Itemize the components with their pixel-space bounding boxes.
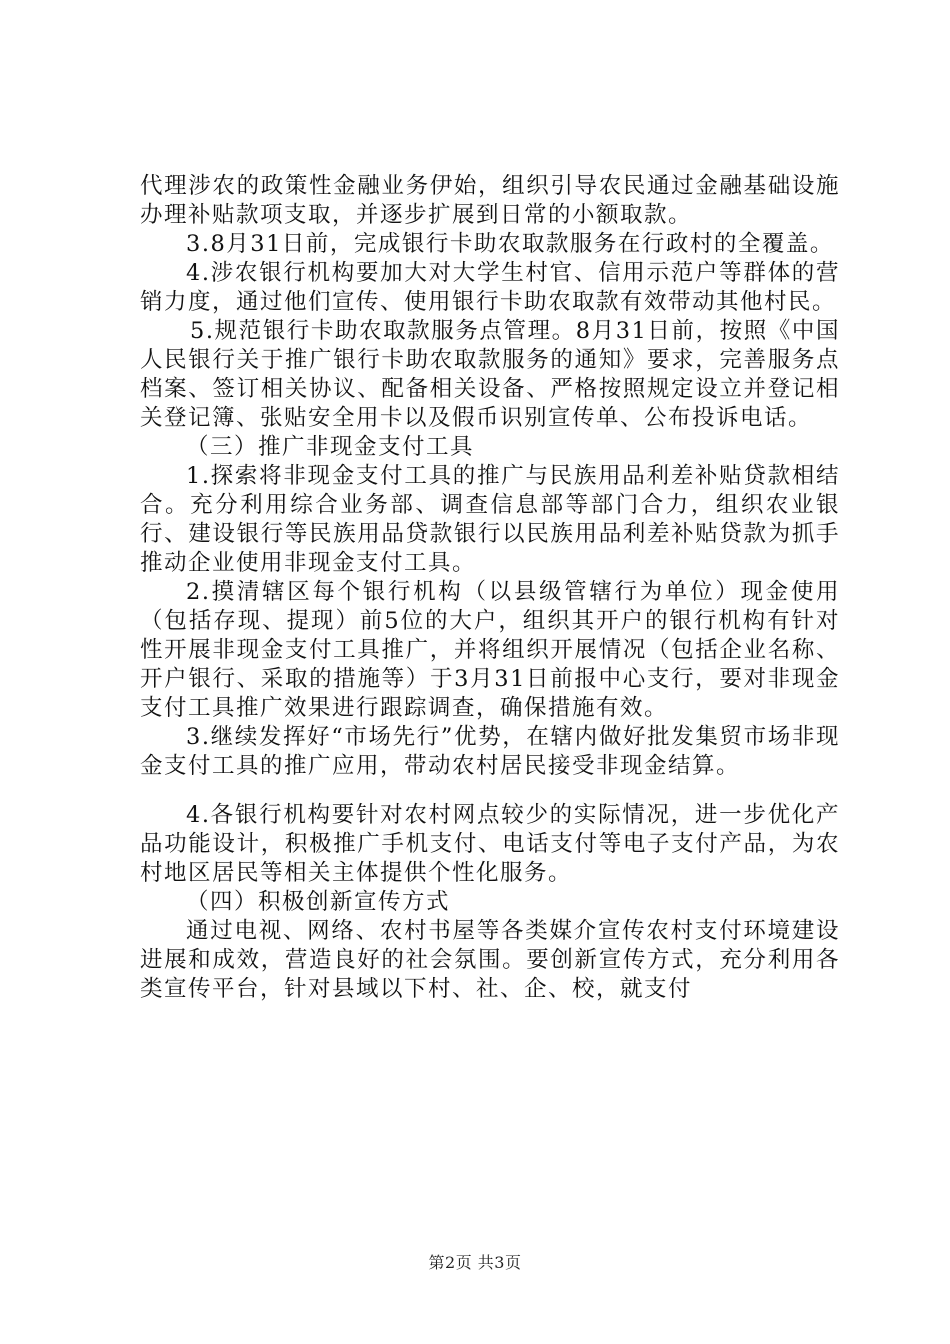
- section-heading-4: （四）积极创新宣传方式: [186, 889, 451, 915]
- paragraph-item-4b: 4.各银行机构要针对农村网点较少的实际情况，进一步优化产品功能设计，积极推广手机支付、电话支付等电子支付产品，为农村地区居民等相关主体提供个性化服务。: [140, 802, 840, 886]
- paragraph-item-3b: 3.继续发挥好“市场先行”优势，在辖内做好批发集贸市场非现金支付工具的推广应用，带动农村居民接受非现金结算。: [140, 724, 840, 779]
- paragraph-body: 通过电视、网络、农村书屋等各类媒介宣传农村支付环境建设进展和成效，营造良好的社会氛围。要创新宣传方式，充分利用各类宣传平台，针对县域以下村、社、企、校，就支付: [140, 918, 840, 1002]
- paragraph-item-3: 3.8月31日前，完成银行卡助农取款服务在行政村的全覆盖。: [186, 231, 834, 257]
- page-footer: 第2页 共3页: [428, 1253, 522, 1272]
- paragraph-continuation: 代理涉农的政策性金融业务伊始，组织引导农民通过金融基础设施办理补贴款项支取，并逐步扩展到日常的小额取款。: [140, 173, 840, 228]
- paragraph-item-2: 2.摸清辖区每个银行机构（以县级管辖行为单位）现金使用（包括存现、提现）前5位的大户，组织其开户的银行机构有针对性开展非现金支付工具推广，并将组织开展情况（包括企业名称、开户银行、采取的措施等）于3月31日前报中心支行，要对非现金支付工具推广效果进行跟踪调查，确保措施有效。: [140, 579, 840, 721]
- paragraph-item-1: 1.探索将非现金支付工具的推广与民族用品利差补贴贷款相结合。充分利用综合业务部、调查信息部等部门合力，组织农业银行、建设银行等民族用品贷款银行以民族用品利差补贴贷款为抓手推动企业使用非现金支付工具。: [140, 463, 840, 576]
- paragraph-item-5: 5.规范银行卡助农取款服务点管理。8月31日前，按照《中国人民银行关于推广银行卡助农取款服务的通知》要求，完善服务点档案、签订相关协议、配备相关设备、严格按照规定设立并登记相关登记簿、张贴安全用卡以及假币识别宣传单、公布投诉电话。: [140, 318, 840, 431]
- paragraph-item-4: 4.涉农银行机构要加大对大学生村官、信用示范户等群体的营销力度，通过他们宣传、使用银行卡助农取款有效带动其他村民。: [140, 260, 840, 315]
- section-heading-3: （三）推广非现金支付工具: [186, 434, 475, 460]
- document-body: [140, 172, 840, 1004]
